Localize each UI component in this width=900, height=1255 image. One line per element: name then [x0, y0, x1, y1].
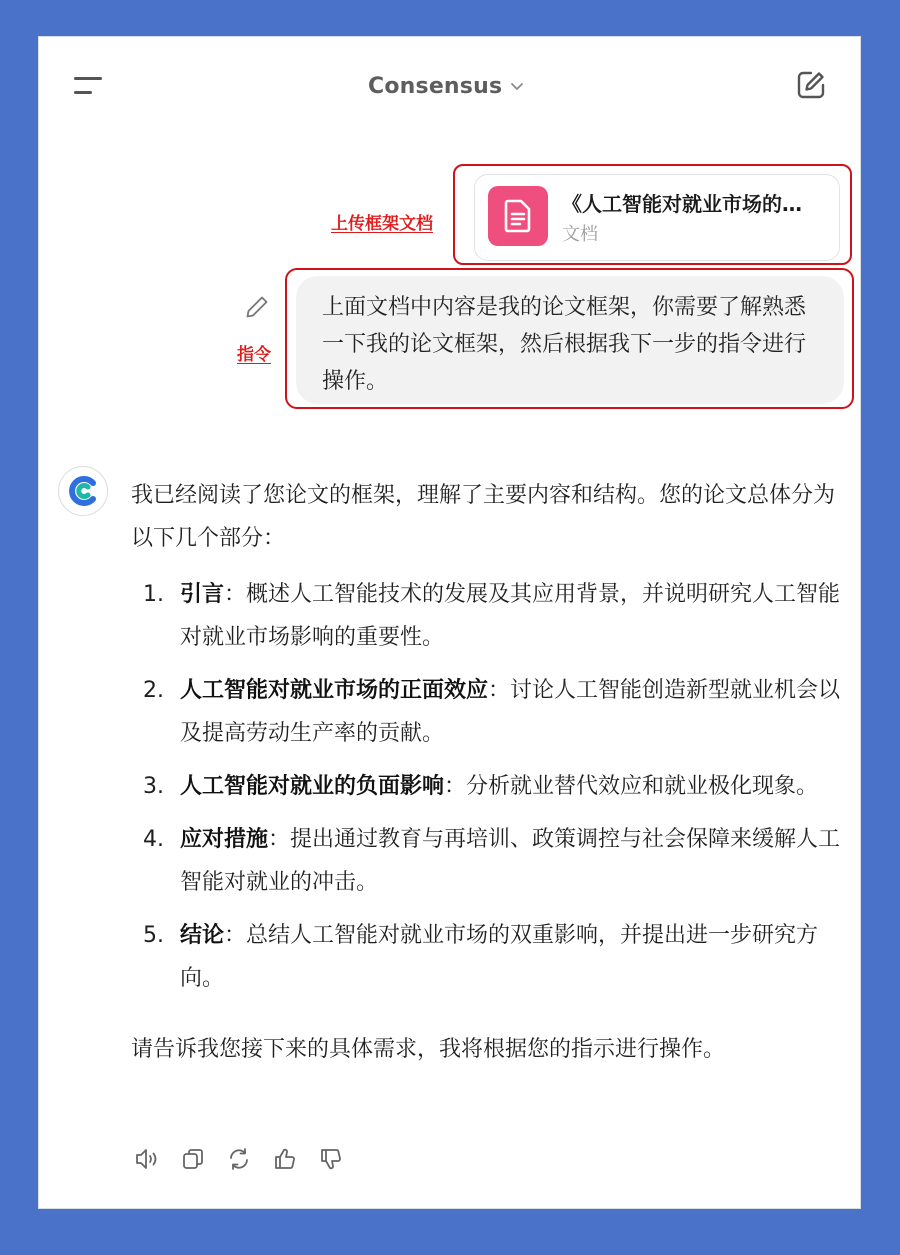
point-title: 引言: [180, 582, 225, 607]
point-text: ：提出通过教育与再培训、政策调控与社会保障来缓解人工智能对就业的冲击。: [180, 827, 841, 895]
assistant-message: [131, 474, 841, 1071]
assistant-intro: 我已经阅读了您论文的框架，理解了主要内容和结构。您的论文总体分为以下几个部分：: [131, 483, 836, 551]
model-name: Consensus: [368, 73, 503, 99]
point-text: ：总结人工智能对就业市场的双重影响，并提出进一步研究方向。: [180, 923, 819, 991]
list-number: 2.: [143, 678, 164, 703]
consensus-logo-icon: [58, 466, 108, 516]
point-title: 人工智能对就业市场的正面效应: [180, 678, 489, 703]
new-chat-icon[interactable]: [794, 68, 828, 102]
regenerate-icon[interactable]: [226, 1145, 252, 1173]
assistant-closing: 请告诉我您接下来的具体需求，我将根据您的指示进行操作。: [131, 1037, 726, 1062]
list-number: 3.: [143, 774, 164, 799]
message-actions: [134, 1145, 344, 1173]
point-title: 应对措施: [180, 827, 269, 852]
speaker-icon[interactable]: [134, 1145, 160, 1173]
user-message-text: 上面文档中内容是我的论文框架，你需要了解熟悉一下我的论文框架，然后根据我下一步的指令进行操作。: [322, 295, 807, 394]
list-item: [131, 669, 841, 755]
copy-icon[interactable]: [180, 1145, 206, 1173]
point-text: ：讨论人工智能创造新型就业机会以及提高劳动生产率的贡献。: [180, 678, 841, 746]
list-number: 4.: [143, 827, 164, 852]
chevron-down-icon: [510, 79, 524, 93]
point-title: 人工智能对就业的负面影响: [180, 774, 445, 799]
point-text: ：分析就业替代效应和就业极化现象。: [444, 774, 819, 799]
document-icon: [488, 186, 548, 246]
thumbs-up-icon[interactable]: [272, 1145, 298, 1173]
menu-icon[interactable]: [74, 74, 104, 98]
model-selector[interactable]: [368, 70, 524, 102]
list-item: [131, 914, 841, 1000]
annotation-upload: 上传框架文档: [331, 214, 433, 234]
attachment-type: 文档: [562, 224, 598, 245]
list-number: 5.: [143, 923, 164, 948]
attachment-name: 《人工智能对就业市场的…: [562, 192, 802, 216]
annotation-instruction: 指令: [237, 345, 271, 365]
thumbs-down-icon[interactable]: [318, 1145, 344, 1173]
point-title: 结论: [180, 923, 225, 948]
edit-message-icon[interactable]: [244, 294, 270, 320]
point-text: ：概述人工智能技术的发展及其应用背景，并说明研究人工智能对就业市场影响的重要性。: [180, 582, 841, 650]
assistant-points-list: [131, 573, 841, 1000]
list-item: [131, 765, 841, 808]
list-number: 1.: [143, 582, 164, 607]
list-item: [131, 573, 841, 659]
list-item: [131, 818, 841, 904]
